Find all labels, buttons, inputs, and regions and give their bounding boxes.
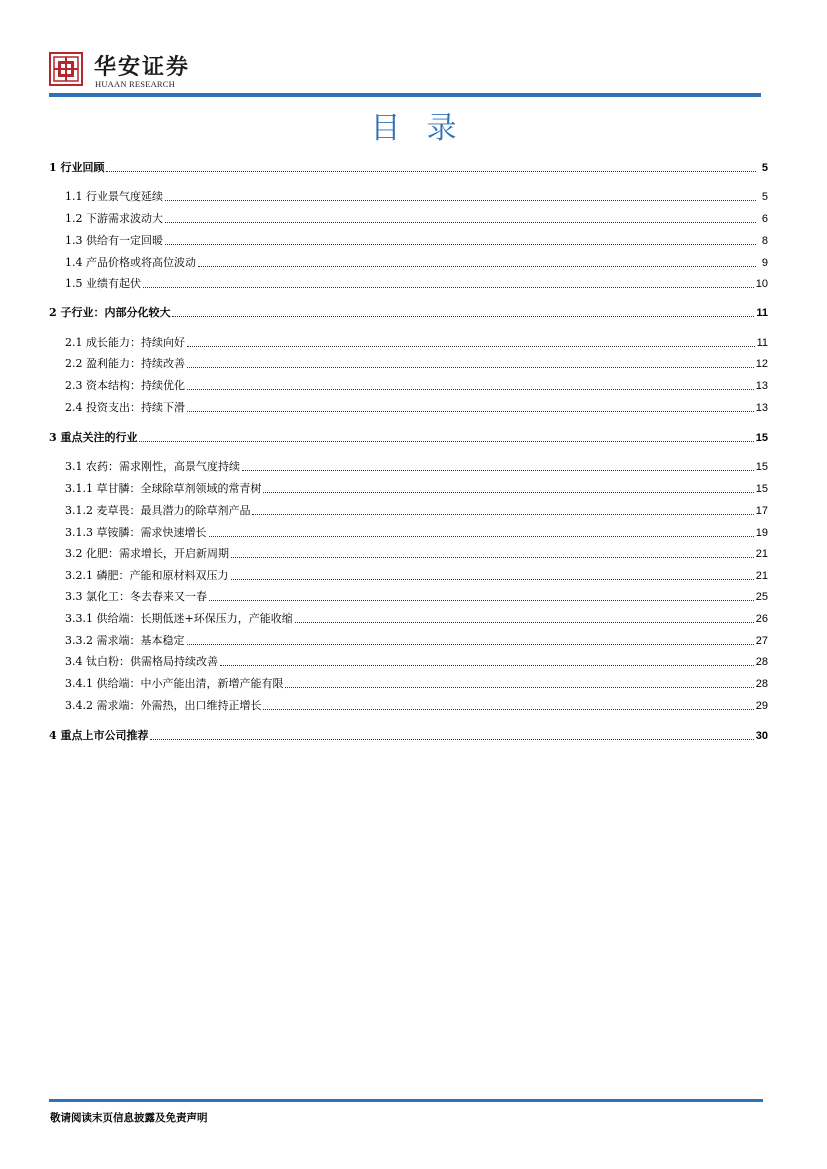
toc-leader-dots	[187, 643, 754, 645]
toc-entry-page: 6	[761, 213, 768, 225]
toc-leader-dots	[106, 170, 756, 172]
toc-entry[interactable]	[65, 541, 768, 561]
toc-entry-label: 2.1 成长能力：持续向好	[65, 336, 185, 349]
toc-entry-label: 4 重点上市公司推荐	[49, 729, 149, 742]
toc-entry[interactable]	[65, 671, 768, 691]
toc-entry[interactable]	[65, 271, 768, 291]
toc-entry[interactable]	[65, 351, 768, 371]
toc-entry-label: 1.4 产品价格或将高位波动	[65, 256, 196, 269]
toc-leader-dots	[187, 366, 754, 368]
toc-entry-page: 15	[755, 483, 768, 495]
toc-entry[interactable]	[65, 184, 768, 204]
toc-entry[interactable]	[65, 498, 768, 518]
toc-entry-page: 15	[755, 432, 768, 444]
toc-entry-label: 3.1.2 麦草畏：最具潜力的除草剂产品	[65, 504, 251, 517]
toc-entry-label: 3.1.1 草甘膦：全球除草剂领域的常青树	[65, 482, 262, 495]
toc-entry[interactable]	[65, 476, 768, 496]
toc-entry-page: 10	[755, 278, 768, 290]
page-header	[0, 0, 827, 100]
brand-name-en: HUAAN RESEARCH	[95, 79, 176, 89]
toc-leader-dots	[187, 388, 754, 390]
toc-entry[interactable]	[65, 693, 768, 713]
toc-entry[interactable]	[65, 395, 768, 415]
toc-entry[interactable]	[65, 520, 768, 540]
toc-leader-dots	[150, 738, 753, 740]
toc-entry[interactable]	[49, 300, 768, 320]
toc-entry-page: 9	[761, 257, 768, 269]
toc-leader-dots	[143, 286, 754, 288]
toc-entry-page: 13	[755, 380, 768, 392]
toc-entry-label: 3.3 氯化工：冬去春来又一春	[65, 590, 207, 603]
toc-entry-page: 15	[755, 461, 768, 473]
toc-entry-label: 3.3.2 需求端：基本稳定	[65, 634, 185, 647]
toc-entry-label: 1.2 下游需求波动大	[65, 212, 163, 225]
header-divider	[49, 93, 761, 97]
brand-name-cn: 华安证券	[94, 54, 191, 80]
toc-entry[interactable]	[65, 649, 768, 669]
toc-leader-dots	[198, 265, 756, 267]
toc-entry-page: 28	[755, 656, 768, 668]
toc-entry[interactable]	[49, 723, 768, 743]
toc-entry-label: 3.4.2 需求端：外需热，出口维持正增长	[65, 699, 262, 712]
toc-entry-page: 5	[761, 162, 768, 174]
footer-divider	[49, 1099, 763, 1102]
toc-entry-page: 11	[756, 307, 768, 319]
toc-leader-dots	[209, 535, 754, 537]
toc-entry-label: 3.2 化肥：需求增长，开启新周期	[65, 547, 229, 560]
toc-entry-page: 17	[755, 505, 768, 517]
toc-entry[interactable]	[65, 584, 768, 604]
toc-entry-label: 3.4 钛白粉：供需格局持续改善	[65, 655, 218, 668]
page-title: 目录	[370, 111, 483, 146]
huaan-logo-icon	[49, 52, 83, 86]
toc-entry-page: 21	[755, 570, 768, 582]
toc-entry-label: 2.4 投资支出：持续下滑	[65, 401, 185, 414]
toc-entry-label: 2.3 资本结构：持续优化	[65, 379, 185, 392]
toc-entry-page: 11	[756, 337, 768, 349]
toc-leader-dots	[139, 440, 753, 442]
toc-entry-page: 25	[755, 591, 768, 603]
toc-entry-page: 5	[761, 191, 768, 203]
toc-leader-dots	[220, 664, 754, 666]
toc-leader-dots	[263, 708, 753, 710]
toc-leader-dots	[187, 410, 754, 412]
toc-entry-label: 2.2 盈利能力：持续改善	[65, 357, 185, 370]
toc-entry[interactable]	[49, 155, 768, 175]
toc-entry[interactable]	[65, 206, 768, 226]
toc-entry-label: 2 子行业：内部分化较大	[49, 306, 171, 319]
toc-leader-dots	[263, 491, 753, 493]
toc-entry-label: 3 重点关注的行业	[49, 431, 138, 444]
toc-entry[interactable]	[65, 330, 768, 350]
toc-entry[interactable]	[49, 425, 768, 445]
toc-entry-label: 3.1.3 草铵膦：需求快速增长	[65, 526, 207, 539]
toc-entry[interactable]	[65, 228, 768, 248]
toc-entry-page: 8	[761, 235, 768, 247]
toc-entry-page: 21	[755, 548, 768, 560]
toc-entry[interactable]	[65, 454, 768, 474]
toc-entry-page: 12	[755, 358, 768, 370]
toc-leader-dots	[165, 243, 756, 245]
toc-entry[interactable]	[65, 250, 768, 270]
toc-leader-dots	[252, 513, 753, 515]
toc-leader-dots	[295, 621, 754, 623]
toc-leader-dots	[209, 599, 754, 601]
toc-entry-label: 1.3 供给有一定回暖	[65, 234, 163, 247]
toc-entry-label: 1.1 行业景气度延续	[65, 190, 163, 203]
toc-leader-dots	[231, 578, 754, 580]
toc-entry-label: 3.3.1 供给端：长期低迷+环保压力，产能收缩	[65, 612, 293, 625]
toc-entry-label: 1.5 业绩有起伏	[65, 277, 141, 290]
toc-entry-page: 19	[755, 527, 768, 539]
toc-entry[interactable]	[65, 606, 768, 626]
toc-entry-label: 3.4.1 供给端：中小产能出清，新增产能有限	[65, 677, 284, 690]
toc-leader-dots	[285, 686, 753, 688]
toc-leader-dots	[165, 221, 756, 223]
toc-entry-label: 1 行业回顾	[49, 161, 105, 174]
toc-leader-dots	[165, 199, 756, 201]
toc-leader-dots	[242, 469, 754, 471]
toc-entry-page: 30	[755, 730, 768, 742]
toc-entry-page: 27	[755, 635, 768, 647]
toc-entry-page: 26	[755, 613, 768, 625]
toc-leader-dots	[187, 345, 755, 347]
toc-entry[interactable]	[65, 373, 768, 393]
toc-entry-page: 13	[755, 402, 768, 414]
toc-entry[interactable]	[65, 563, 768, 583]
toc-leader-dots	[172, 315, 754, 317]
toc-entry-page: 29	[755, 700, 768, 712]
toc-leader-dots	[231, 556, 754, 558]
toc-entry-label: 3.1 农药：需求刚性，高景气度持续	[65, 460, 240, 473]
toc-entry-label: 3.2.1 磷肥：产能和原材料双压力	[65, 569, 229, 582]
toc-entry-page: 28	[755, 678, 768, 690]
toc-entry[interactable]	[65, 628, 768, 648]
disclaimer-note: 敬请阅读末页信息披露及免责声明	[50, 1112, 208, 1124]
